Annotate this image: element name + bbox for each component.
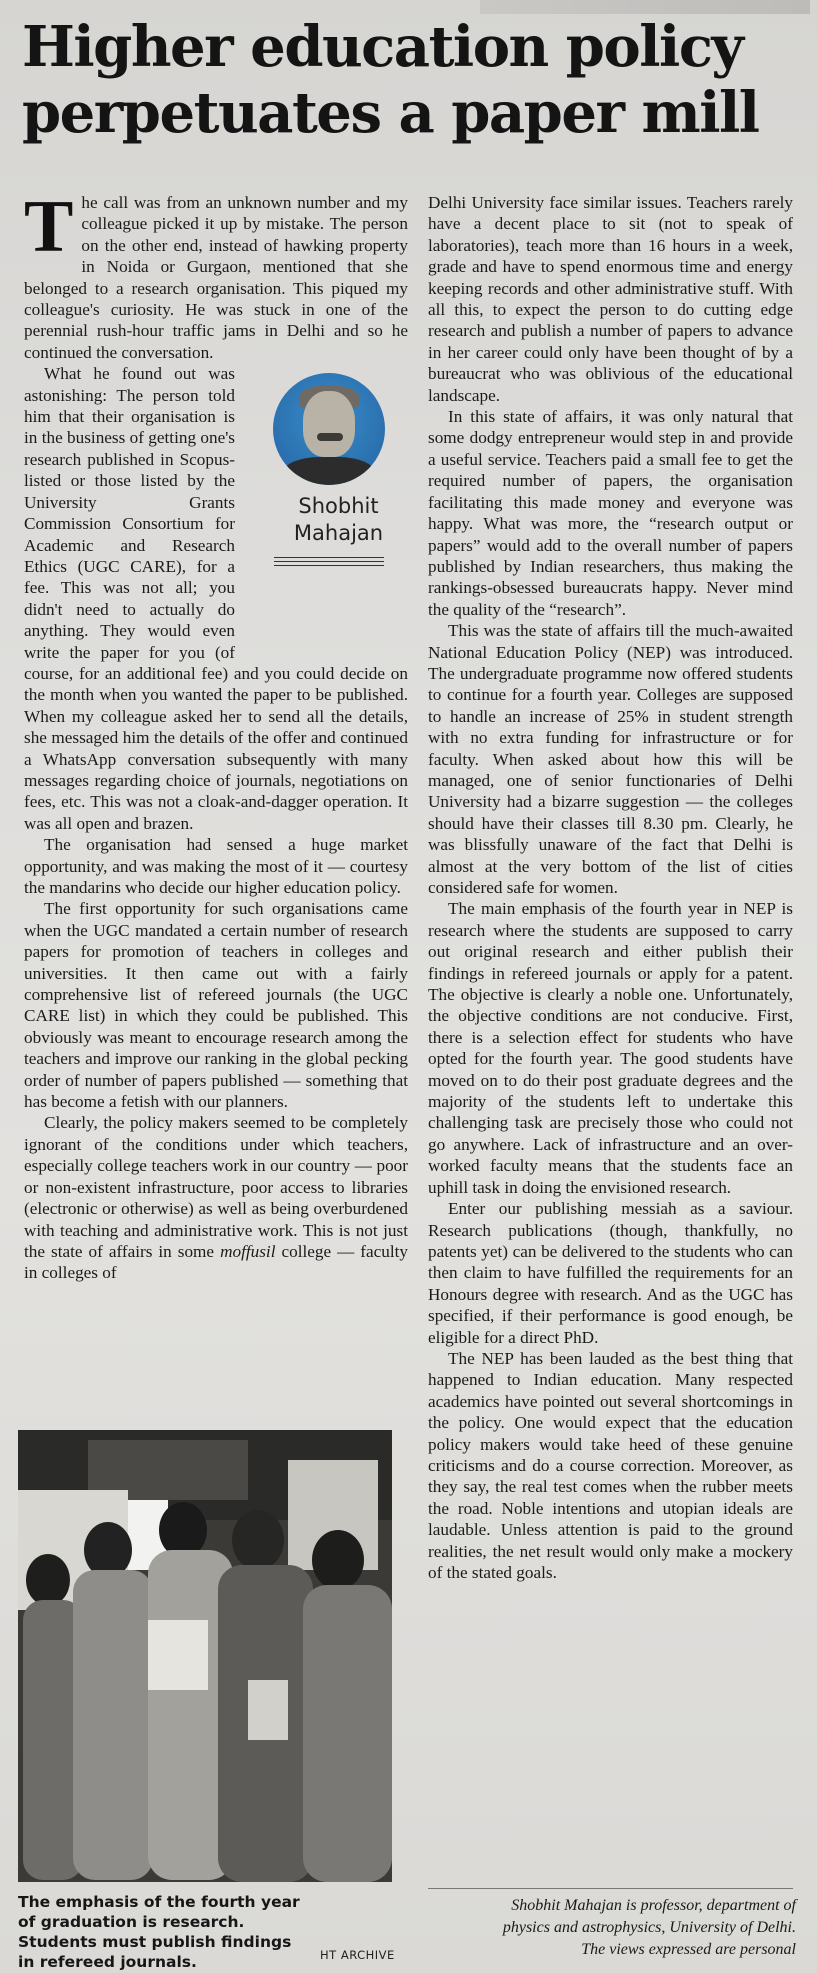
paragraph: The main emphasis of the fourth year in NEP is research where the students are supposed to carry out original research and either publish their findings in refereed journals or apply for a patent. The objective is clearly a noble one. Unfortunately, the objective conditions are not conducive. First, there is a selection effect for students who have opted for the fourth year. The good students have moved on to do their post graduate degrees and the majority of the students left to undertake this challenging task are precisely those who could not go anywhere. Lack of infrastructure and an over-worked faculty means that the students face an uphill task in doing the envisioned research. bbox=[428, 899, 793, 1197]
photo-credit: HT ARCHIVE bbox=[320, 1948, 395, 1962]
article-column-right bbox=[428, 192, 793, 1852]
paragraph: Enter our publishing messiah as a saviour. Research publications (though, thankfully, no patents yet) can be delivered to the students who can then claim to have fulfilled the requirements for an Honours degree with research. And as the UGC has specified, if their performance is good enough, be eligible for a direct PhD. bbox=[428, 1199, 793, 1347]
paragraph-text: Clearly, the policy makers seemed to be completely ignorant of the conditions under which teachers, especially college teachers work in our country — poor or non-existent infrastructure, poor access to libraries (electronic or otherwise) as well as being overburdened with teaching and administrative work. This is not just the state of affairs in some bbox=[24, 1113, 408, 1261]
italic-word: moffusil bbox=[220, 1241, 276, 1261]
paragraph: The NEP has been lauded as the best thing that happened to Indian education. Many respected academics have pointed out several shortcomings in the policy. One would expect that the education policy makers would take heed of these genuine criticisms and do a course correction. Moreover, as they say, the real test comes when the rubber meets the road. Noble intentions and utopian ideals are laudable. Unless attention is paid to the ground realities, the net result would only make a mockery of the stated goals. bbox=[428, 1348, 793, 1582]
author-last-name: Mahajan bbox=[293, 521, 384, 546]
drop-cap: T bbox=[24, 192, 74, 268]
author-footnote bbox=[420, 1895, 796, 1961]
headline-line-1: Higher education policy bbox=[22, 14, 743, 80]
paragraph-text: college — faculty in colleges of bbox=[24, 1241, 408, 1283]
paragraph bbox=[24, 1112, 408, 1283]
paragraph bbox=[24, 192, 408, 363]
headline bbox=[22, 14, 802, 146]
footnote-line-2: physics and astrophysics, University of Delhi. bbox=[502, 1919, 796, 1936]
bleed-through-strip bbox=[480, 0, 810, 14]
byline-rules bbox=[274, 557, 384, 566]
article-column-left bbox=[24, 192, 408, 1432]
author-first-name: Shobhit bbox=[298, 494, 379, 519]
paragraph-text: What he found out was astonishing: The person told him that their organisation is in the business of getting one's research published in Scopus-listed or those listed by the University Grants Commission Consortium for Academic and Research Ethics (UGC CARE), for a fee. This was not all; you didn't need to actually do anything. They would even write the paper for you (of course, for an additional fee) and you could decide on the month when you wanted the paper to be published. When my colleague asked her to send all the details, she messaged him the details of the offer and continued a WhatsApp conversation subsequently with many messages regarding choice of journals, negotiations on fees, etc. This was not a cloak-and-dagger operation. It was all open and brazen. bbox=[24, 364, 408, 833]
students-queue-photo-icon bbox=[18, 1430, 392, 1882]
divider bbox=[428, 1888, 793, 1889]
author-byline bbox=[241, 367, 408, 642]
paragraph: The organisation had sensed a huge market opportunity, and was making the most of it — courtesy the mandarins who decide our higher education policy. bbox=[24, 835, 408, 897]
footnote-line-3: The views expressed are personal bbox=[581, 1941, 796, 1958]
paragraph-text: he call was from an unknown number and my colleague picked it up by mistake. The person on the other end, instead of hawking property in Noida or Gurgaon, mentioned that she belonged to a research organisation. This piqued my colleague's curiosity. He was stuck in one of the perennial rush-hour traffic jams in Delhi and so he continued the conversation. bbox=[24, 193, 408, 362]
paragraph: Delhi University face similar issues. Teachers rarely have a decent place to sit (not to speak of laboratories), teach more than 16 hours in a week, grade and have to spend enormous time and energy keeping records and other administrative stuff. With all this, to expect the person to do cutting edge research and publish a number of papers to advance in her career could only have been thought of by a bureaucrat who was oblivious of the educational landscape. bbox=[428, 193, 793, 405]
author-portrait-icon bbox=[273, 373, 385, 485]
headline-line-2: perpetuates a paper mill bbox=[22, 80, 759, 146]
paragraph: In this state of affairs, it was only natural that some dodgy entrepreneur would step in and provide a useful service. Teachers paid a small fee to get the required number of papers, the organisation facilitating this made money and everyone was happy. What was more, the “research output or papers” would add to the overall number of papers published by Indian researchers, thus making the rankings-obsessed bureaucrats happy. Never mind the quality of the “research”. bbox=[428, 407, 793, 619]
paragraph: The first opportunity for such organisations came when the UGC mandated a certain number of research papers for promotion of teachers in colleges and universities. It then came out with a fairly comprehensive list of refereed journals (the UGC CARE list) in which they could be published. This obviously was meant to encourage research among the teachers and improve our ranking in the global pecking order of number of papers published — something that has become a fetish with our planners. bbox=[24, 899, 408, 1112]
paragraph bbox=[24, 363, 408, 834]
paragraph: This was the state of affairs till the much-awaited National Education Policy (NEP) was introduced. The undergraduate programme now offered students to continue for a fourth year. Colleges are supposed to handle an increase of 25% in student strength with no extra funding for infrastructure or for faculty. When asked about how this will be managed, one of senior functionaries of Delhi University had a bizarre suggestion — the colleges should have their classes till 8.30 pm. Clearly, he was blissfully unaware of the fact that Delhi is almost at the very bottom of the list of cities considered safe for women. bbox=[428, 621, 793, 897]
footnote-line-1: Shobhit Mahajan is professor, department of bbox=[511, 1897, 796, 1914]
photo-caption: The emphasis of the fourth year of graduation is research. Students must publish findings in refereed journals. bbox=[18, 1893, 300, 1971]
